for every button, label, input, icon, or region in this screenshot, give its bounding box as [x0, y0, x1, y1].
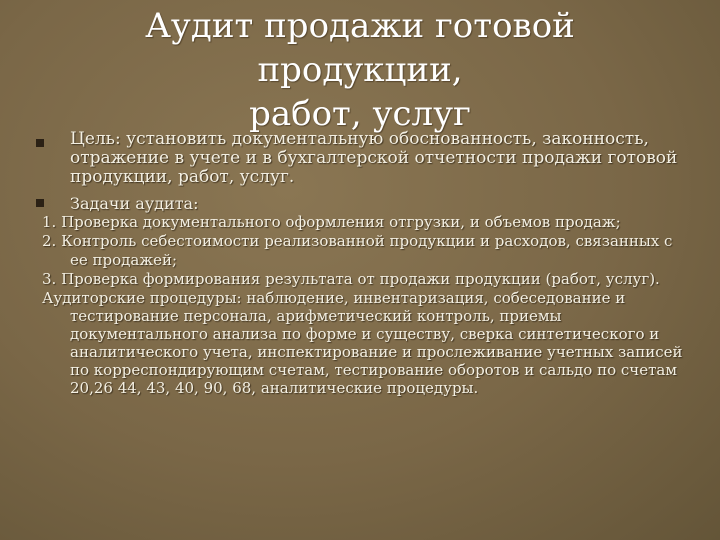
bullet-tasks — [42, 194, 692, 213]
slide-content — [42, 130, 692, 397]
bullet-square-icon — [36, 199, 44, 207]
bullet-tasks-text: Задачи аудита: — [70, 194, 199, 213]
title-line-1: Аудит продажи готовой продукции, — [145, 6, 575, 90]
bullet-goal — [42, 130, 692, 187]
bullet-square-icon — [36, 139, 44, 147]
bullet-goal-text: Цель: установить документальную обоснованность, законность, отражение в учете и в бухгалтерской отчетности продажи готовой продукции, работ, услуг. — [70, 129, 678, 187]
audit-procedures: Аудиторские процедуры: наблюдение, инвентаризация, собеседование и тестирование персонала, арифметический контроль, приемы документального анализа по форме и существу, сверка синтетического и аналитического учета, инспектирование и прослеживание учетных записей по корреспондирующим счетам, тестирование оборотов и сальдо по счетам 20,26 44, 43, 40, 90, 68, аналитические процедуры. — [42, 289, 683, 397]
task-item: 1. Проверка документального оформления отгрузки, и объемов продаж; — [42, 213, 621, 231]
slide-title — [40, 4, 680, 136]
task-item: 3. Проверка формирования результата от продажи продукции (работ, услуг). — [42, 270, 660, 288]
task-item: 2. Контроль себестоимости реализованной продукции и расходов, связанных с ее продажей; — [42, 232, 673, 269]
title-line-2: работ, услуг — [249, 94, 471, 134]
